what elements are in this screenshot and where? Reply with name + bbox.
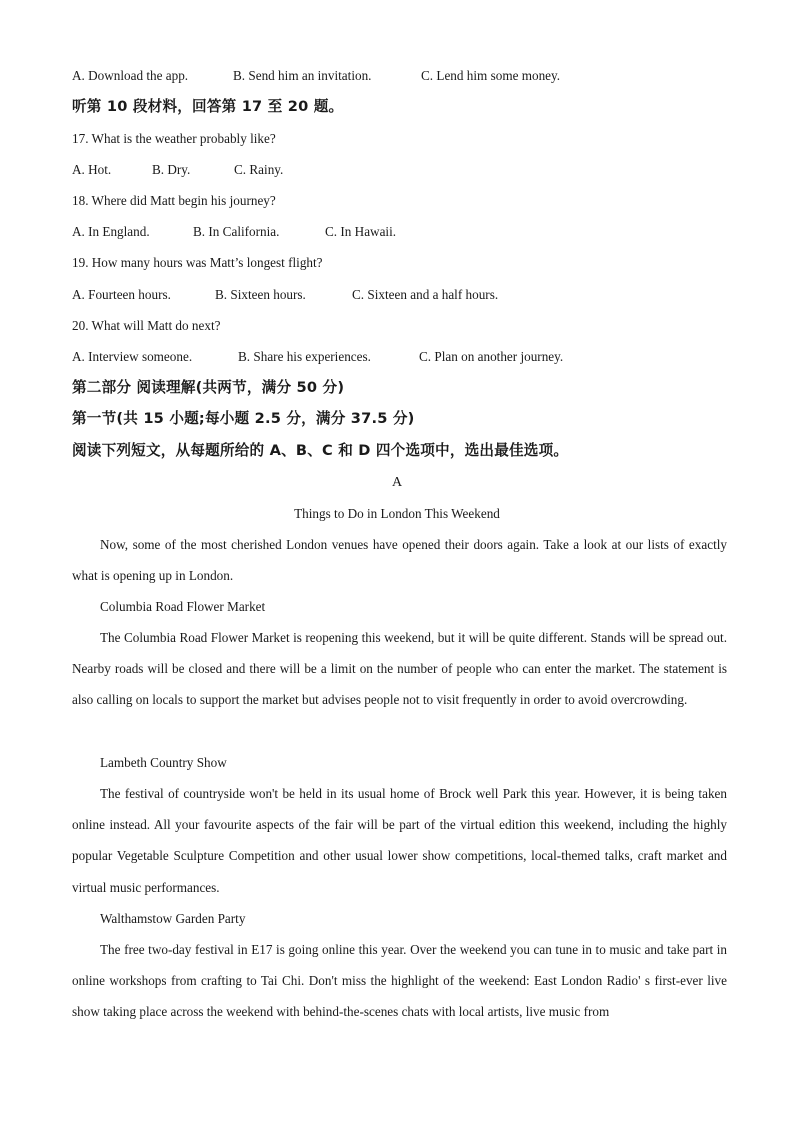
section-title-lambeth: Lambeth Country Show: [100, 755, 227, 770]
option-c: C. Lend him some money.: [421, 68, 561, 83]
section-body-lambeth: The festival of countryside won't be held in its usual home of Brock well Park this year. However, it is being taken online instead. All your favourite aspects of the fair will be part of the virtual edition this weekend, including the highly popular Vegetable Sculpture Competition and other usual lower show competitions, local-themed talks, craft market and virtual music performances.: [72, 786, 727, 895]
section-10-heading: 听第 10 段材料，回答第 17 至 20 题。: [72, 98, 344, 115]
option-c: C. Sixteen and a half hours.: [352, 287, 499, 302]
question-18: 18. Where did Matt begin his journey?: [72, 193, 276, 208]
option-c: C. In Hawaii.: [325, 224, 397, 239]
section-title-walthamstow: Walthamstow Garden Party: [100, 911, 246, 926]
option-b: B. Share his experiences.: [238, 349, 371, 364]
option-a: A. In England.: [72, 224, 150, 239]
reading-instruction: 阅读下列短文，从每题所给的 A、B、C 和 D 四个选项中，选出最佳选项。: [72, 442, 569, 459]
option-c: C. Rainy.: [234, 162, 284, 177]
option-c: C. Plan on another journey.: [419, 349, 564, 364]
option-b: B. Sixteen hours.: [215, 287, 306, 302]
option-b: B. Send him an invitation.: [233, 68, 372, 83]
question-19: 19. How many hours was Matt’s longest flight?: [72, 255, 323, 270]
passage-letter: A: [391, 475, 403, 490]
intro-paragraph: Now, some of the most cherished London venues have opened their doors again. Take a look at our lists of exactly what is opening up in London.: [72, 537, 727, 584]
section-body-columbia: The Columbia Road Flower Market is reopening this weekend, but it will be quite different. Stands will be spread out. Nearby roads will be closed and there will be a limit on the number of people who can enter the market. The statement is also calling on locals to support the market but advises people not to visit frequently in order to avoid overcrowding.: [72, 630, 727, 708]
option-a: A. Hot.: [72, 162, 112, 177]
option-a: A. Interview someone.: [72, 349, 193, 364]
part-2-heading: 第二部分 阅读理解(共两节，满分 50 分): [72, 379, 345, 396]
section-1-heading: 第一节(共 15 小题;每小题 2.5 分，满分 37.5 分): [72, 410, 415, 427]
option-a: A. Download the app.: [72, 68, 189, 83]
question-20: 20. What will Matt do next?: [72, 318, 221, 333]
section-title-columbia: Columbia Road Flower Market: [100, 599, 266, 614]
option-a: A. Fourteen hours.: [72, 287, 171, 302]
option-b: B. Dry.: [152, 162, 191, 177]
section-body-walthamstow: The free two-day festival in E17 is going online this year. Over the weekend you can tune in to music and take part in online workshops from crafting to Tai Chi. Don't miss the highlight of the weekend: East London Radio' s first-ever live show taking place across the weekend with behind-the-scenes chats with local artists, live music from: [72, 942, 727, 1020]
question-17: 17. What is the weather probably like?: [72, 131, 276, 146]
passage-title: Things to Do in London This Weekend: [294, 506, 500, 521]
option-b: B. In California.: [193, 224, 280, 239]
